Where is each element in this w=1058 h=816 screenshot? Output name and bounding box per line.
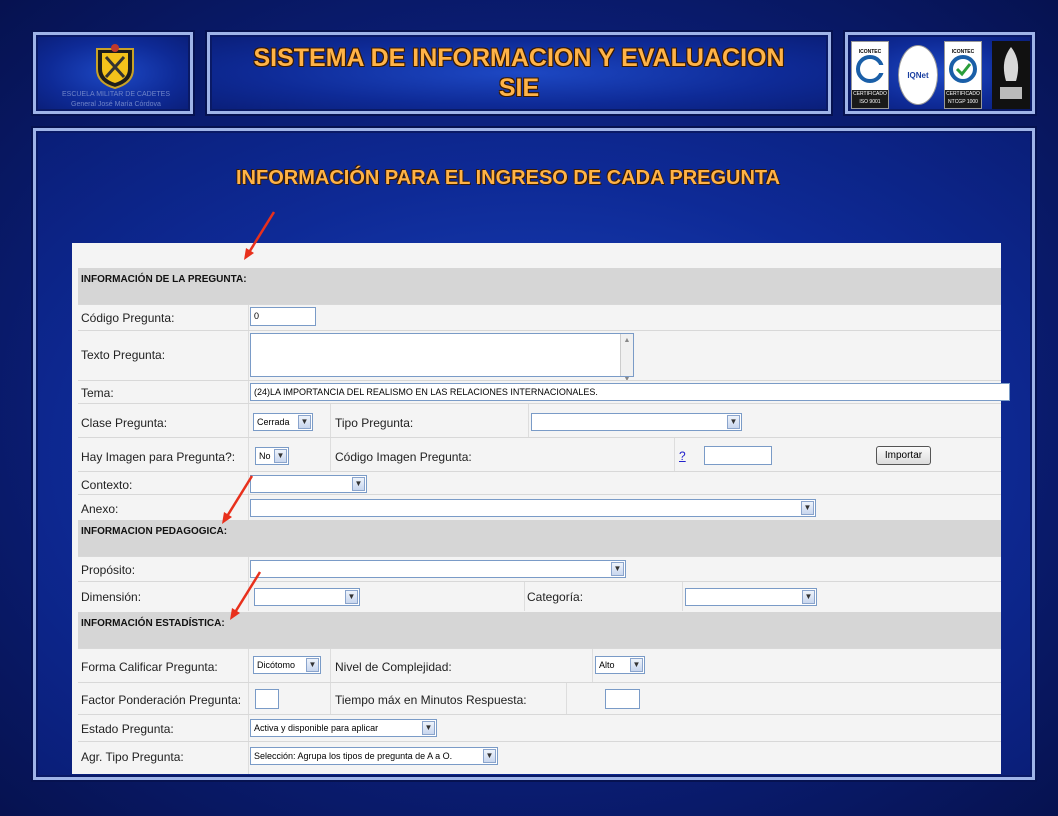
section-estadistica: INFORMACIÓN ESTADÍSTICA: [78, 612, 1001, 648]
tipo-select[interactable] [531, 413, 742, 431]
proposito-label: Propósito: [81, 563, 136, 577]
estado-label: Estado Pregunta: [81, 722, 174, 736]
chevron-down-icon: ▼ [298, 415, 311, 429]
chevron-down-icon: ▼ [352, 477, 365, 491]
contexto-label: Contexto: [81, 478, 133, 492]
row-texto [78, 330, 1001, 383]
dimension-label: Dimensión: [81, 590, 142, 604]
estado-select[interactable]: Activa y disponible para aplicar ▼ [250, 719, 437, 737]
app-title: SISTEMA DE INFORMACION Y EVALUACION [253, 44, 785, 72]
row-codigo [78, 304, 1001, 330]
arrow-estadistica-icon [226, 570, 266, 622]
tiempo-input[interactable] [605, 689, 640, 709]
row-dimension [78, 581, 1001, 611]
row-proposito [78, 556, 1001, 581]
chevron-down-icon: ▼ [630, 658, 643, 672]
anexo-select[interactable] [250, 499, 816, 517]
row-agr [78, 741, 1001, 774]
row-tema [78, 380, 1001, 403]
chevron-down-icon: ▼ [611, 562, 624, 576]
help-link[interactable]: ? [679, 449, 686, 463]
forma-label: Forma Calificar Pregunta: [81, 660, 218, 674]
certifications-panel [845, 32, 1035, 114]
tema-input[interactable]: (24)LA IMPORTANCIA DEL REALISMO EN LAS RELACIONES INTERNACIONALES. [250, 383, 1010, 401]
textarea-scrollbar[interactable]: ▲ ▼ [620, 334, 633, 376]
title-panel [207, 32, 831, 114]
iqnet-cert: IQNet [898, 45, 938, 105]
chevron-down-icon: ▼ [345, 590, 358, 604]
clase-label: Clase Pregunta: [81, 416, 168, 430]
importar-button[interactable]: Importar [876, 446, 931, 465]
tipo-label: Tipo Pregunta: [335, 416, 414, 430]
chevron-down-icon: ▼ [306, 658, 319, 672]
forma-select[interactable]: Dicótomo ▼ [253, 656, 321, 674]
agr-label: Agr. Tipo Pregunta: [81, 750, 184, 764]
tiempo-label: Tiempo máx en Minutos Respuesta: [335, 693, 527, 707]
academy-shield-icon [93, 43, 137, 89]
arrow-pedagogica-icon [218, 474, 258, 526]
logo-line-1: ESCUELA MILITAR DE CADETES [61, 91, 170, 98]
anexo-label: Anexo: [81, 502, 119, 516]
codigo-input[interactable]: 0 [250, 307, 316, 326]
logo-line-2: General José María Córdova [71, 101, 161, 108]
chevron-down-icon: ▼ [483, 749, 496, 763]
codigo-label: Código Pregunta: [81, 311, 175, 325]
ntcgp-logo-icon [949, 55, 977, 83]
icontec-iso-cert: ICONTEC CERTIFICADO ISO 9001 [851, 41, 889, 109]
chevron-down-icon: ▼ [422, 721, 435, 735]
row-anexo [78, 494, 1001, 520]
imagen-label: Hay Imagen para Pregunta?: [81, 450, 236, 464]
chevron-down-icon: ▼ [801, 501, 814, 515]
clase-select[interactable]: Cerrada ▼ [253, 413, 313, 431]
texto-label: Texto Pregunta: [81, 348, 166, 362]
nivel-select[interactable]: Alto ▼ [595, 656, 645, 674]
app-title-acronym: SIE [498, 74, 540, 102]
dimension-select[interactable] [254, 588, 360, 606]
row-factor [78, 682, 1001, 714]
icontec-logo-icon [856, 55, 884, 83]
factor-input[interactable] [255, 689, 279, 709]
row-clase [78, 403, 1001, 437]
cod-imagen-label: Código Imagen Pregunta: [335, 450, 472, 464]
logo-panel [33, 32, 193, 114]
categoria-select[interactable] [685, 588, 817, 606]
proposito-select[interactable] [250, 560, 626, 578]
row-contexto [78, 471, 1001, 494]
question-form [72, 243, 1001, 774]
award-trophy-icon [992, 41, 1030, 109]
contexto-select[interactable] [250, 475, 367, 493]
row-imagen [78, 437, 1001, 471]
row-forma [78, 648, 1001, 682]
imagen-select[interactable]: No ▼ [255, 447, 289, 465]
nivel-label: Nivel de Complejidad: [335, 660, 452, 674]
section-pregunta: INFORMACIÓN DE LA PREGUNTA: [78, 268, 1001, 304]
categoria-label: Categoría: [527, 590, 584, 604]
section-pedagogica: INFORMACION PEDAGOGICA: [78, 520, 1001, 556]
chevron-down-icon: ▼ [802, 590, 815, 604]
arrow-pregunta-icon [240, 210, 280, 262]
cod-imagen-input[interactable] [704, 446, 772, 465]
agr-select[interactable]: Selección: Agrupa los tipos de pregunta de A a O. ▼ [250, 747, 498, 765]
texto-textarea[interactable] [250, 333, 634, 383]
factor-label: Factor Ponderación Pregunta: [81, 693, 242, 707]
chevron-down-icon: ▼ [274, 449, 287, 463]
tema-label: Tema: [81, 386, 114, 400]
page-subtitle: INFORMACIÓN PARA EL INGRESO DE CADA PREGUNTA [236, 167, 781, 189]
chevron-down-icon: ▼ [727, 415, 740, 429]
icontec-ntcgp-cert: ICONTEC CERTIFICADO NTCGP 1000 [944, 41, 982, 109]
row-estado [78, 714, 1001, 741]
